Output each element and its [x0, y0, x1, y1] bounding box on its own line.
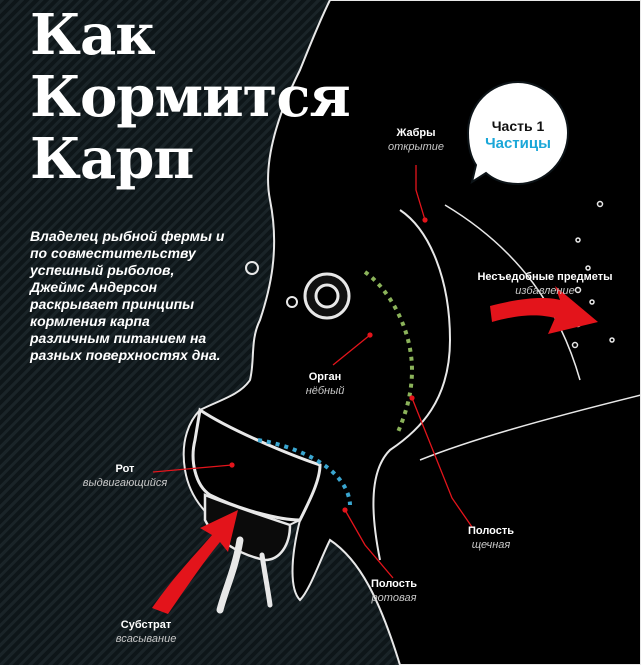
- label-cheek-cavity: [468, 524, 514, 552]
- label-inedible-name: Несъедобные предметы: [477, 271, 613, 283]
- label-cheek-desc: щечная: [471, 539, 511, 551]
- label-gills-desc: открытие: [387, 141, 445, 153]
- label-mouth-desc: выдвигающийся: [82, 477, 168, 489]
- label-mouth: [83, 462, 167, 490]
- barbel-left: [220, 540, 240, 610]
- title-line-3: Карп: [30, 126, 194, 192]
- label-organ-name: Орган: [308, 371, 342, 383]
- badge-topic: Частицы: [485, 135, 551, 152]
- title-line-2: Кормится: [30, 64, 350, 130]
- label-gills-name: Жабры: [396, 127, 436, 139]
- title-line-1: Как: [30, 2, 155, 68]
- barbel-right: [262, 555, 270, 605]
- label-organ-desc: нёбный: [305, 385, 345, 397]
- label-inedible-desc: избавление: [515, 285, 575, 297]
- label-inedible: [477, 270, 612, 298]
- label-mouth-name: Рот: [115, 463, 135, 475]
- label-substrate-desc: всасывание: [115, 633, 177, 645]
- nostril-left: [246, 262, 258, 274]
- label-oral-cavity: [371, 577, 417, 605]
- badge-part: Часть 1: [491, 118, 545, 134]
- label-organ: [306, 370, 345, 398]
- label-substrate: [116, 618, 177, 646]
- eye-inner: [316, 285, 338, 307]
- part-badge: [485, 117, 551, 153]
- label-cheek-name: Полость: [467, 525, 515, 537]
- label-gills: [388, 126, 444, 154]
- label-oral-desc: ротовая: [371, 592, 417, 604]
- label-substrate-name: Субстрат: [120, 619, 172, 631]
- label-oral-name: Полость: [370, 578, 418, 590]
- intro-text: Владелец рыбной фермы и по совместительству успешный рыболов, Джеймс Андерсон раскрывает принципы кормления карпа различным питанием на разных поверхностях дна.: [30, 228, 225, 363]
